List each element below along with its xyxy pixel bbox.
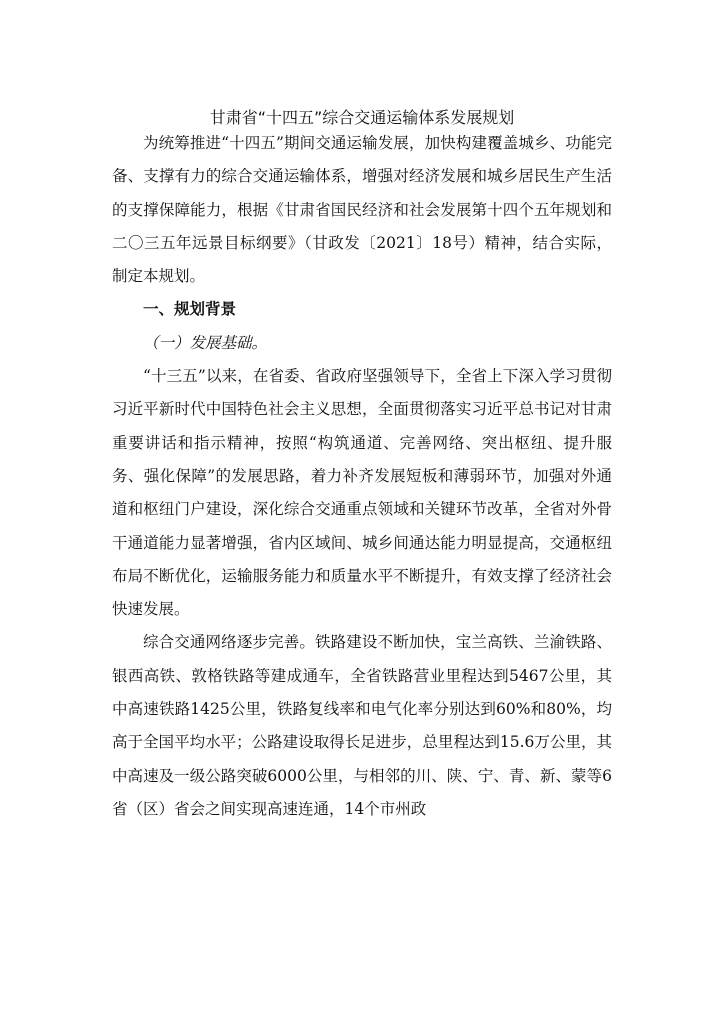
intro-paragraph: 为统筹推进“十四五”期间交通运输发展，加快构建覆盖城乡、功能完备、支撑有力的综合交通运输体系，增强对经济发展和城乡居民生产生活的支撑保障能力，根据《甘肃省国民经济和社会发展第十四个五年规划和二〇三五年远景目标纲要》（甘政发〔2021〕18号）精神，结合实际，制定本规划。 [112, 134, 612, 286]
body-paragraph-transport-network: 综合交通网络逐步完善。铁路建设不断加快，宝兰高铁、兰渝铁路、银西高铁、敦格铁路等建成通车，全省铁路营业里程达到5467公里，其中高速铁路1425公里，铁路复线率和电气化率分别达到60%和80%，均高于全国平均水平；公路建设取得长足进步，总里程达到15.6万公里，其中高速及一级公路突破6000公里，与相邻的川、陕、宁、青、新、蒙等6省（区）省会之间实现高速连通，14个市州政 [112, 633, 612, 818]
subsection-heading-development-basis: （一）发展基础。 [143, 333, 268, 352]
document-body [112, 127, 612, 826]
body-paragraph-development-overview: “十三五”以来，在省委、省政府坚强领导下，全省上下深入学习贯彻习近平新时代中国特色社会主义思想，全面贯彻落实习近平总书记对甘肃重要讲话和指示精神，按照“构筑通道、完善网络、突出枢纽、提升服务、强化保障”的发展思路，着力补齐发展短板和薄弱环节，加强对外通道和枢纽门户建设，深化综合交通重点领域和关键环节改革，全省对外骨干通道能力显著增强，省内区域间、城乡间通达能力明显提高，交通枢纽布局不断优化，运输服务能力和质量水平不断提升，有效支撑了经济社会快速发展。 [112, 367, 612, 619]
section-heading-planning-background: 一、规划背景 [143, 300, 237, 319]
document-title: 甘肃省“十四五”综合交通运输体系发展规划 [209, 107, 515, 127]
